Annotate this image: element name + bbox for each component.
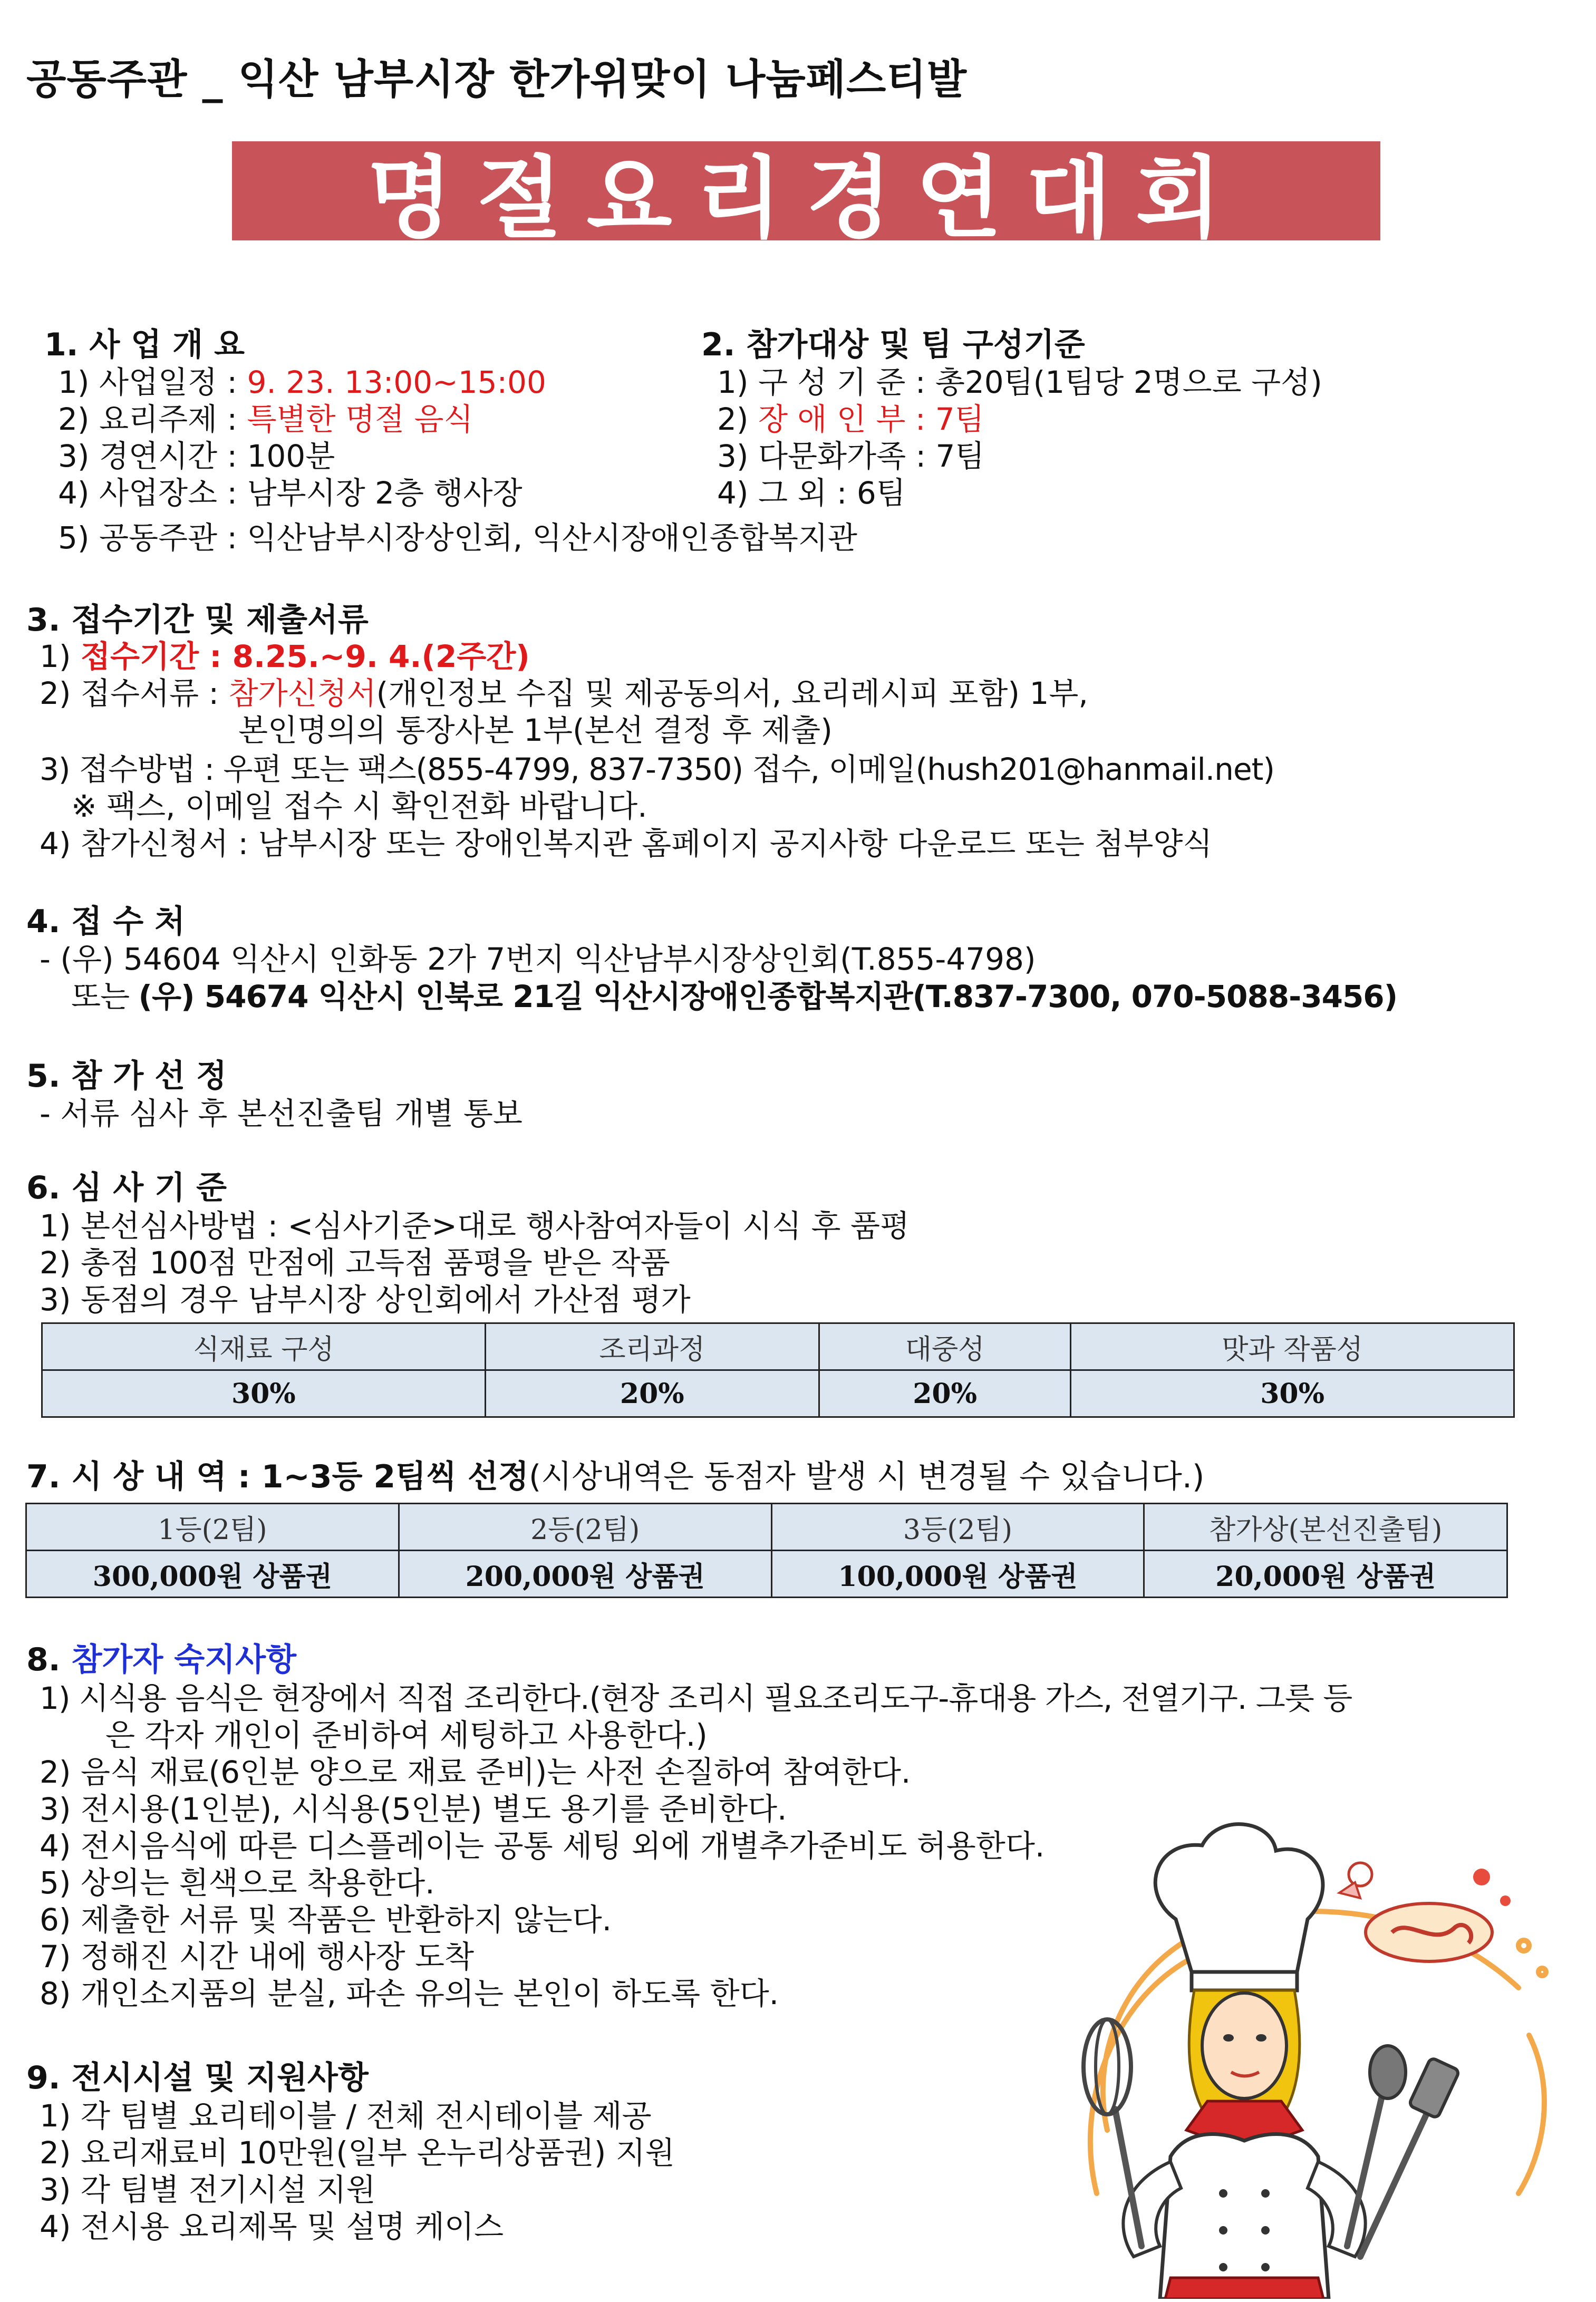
scoring-value-1: 30% [42, 1370, 486, 1417]
sec1-item-5-label: 5) 공동주관 : [58, 520, 247, 556]
section-8-heading-text: 참가자 숙지사항 [71, 1641, 297, 1678]
food-doodles [1339, 1863, 1511, 1961]
prize-value-1: 300,000원 상품권 [26, 1551, 399, 1598]
sec8-item-3: 3) 전시용(1인분), 시식용(5인분) 별도 용기를 준비한다. [40, 1791, 787, 1827]
sec8-item-5: 5) 상의는 흰색으로 착용한다. [40, 1865, 435, 1901]
sec8-item-7: 7) 정해진 시간 내에 행사장 도착 [40, 1939, 475, 1975]
section-9-heading: 9. 전시시설 및 지원사항 [26, 2059, 369, 2096]
sec8-item-6: 6) 제출한 서류 및 작품은 반환하지 않는다. [40, 1902, 612, 1938]
chef-jacket [1160, 2134, 1329, 2299]
section-8-heading-num: 8. [26, 1641, 72, 1678]
sec5-item: - 서류 심사 후 본선진출팀 개별 통보 [40, 1096, 523, 1131]
section-2-heading: 2. 참가대상 및 팀 구성기준 [701, 326, 1085, 363]
sec2-item-4 [717, 475, 906, 511]
sec3-documents-form: 참가신청서 [228, 675, 376, 711]
sec1-item-1 [58, 364, 546, 401]
sec1-item-1-value: 9. 23. 13:00~15:00 [247, 364, 546, 400]
prize-header-3: 3등(2팀) [771, 1504, 1144, 1551]
sec2-item-2-label: 2) [717, 401, 758, 437]
scoring-table-value-row [42, 1370, 1514, 1417]
prize-table [25, 1503, 1508, 1598]
sec9-item-2: 2) 요리재료비 10만원(일부 온누리상품권) 지원 [40, 2135, 675, 2171]
sec9-item-3: 3) 각 팀별 전기시설 지원 [40, 2172, 376, 2208]
sec2-item-3-value: 7팀 [935, 438, 985, 474]
section-7-heading [26, 1458, 1204, 1496]
chef-hat [1155, 1824, 1323, 1972]
sec3-method: 3) 접수방법 : 우편 또는 팩스(855-4799, 837-7350) 접수, 이메일(hush201@hanmail.net) [40, 751, 1274, 787]
section-3-heading: 3. 접수기간 및 제출서류 [26, 602, 369, 639]
scoring-header-2: 조리과정 [485, 1323, 819, 1370]
chef-face [1202, 1993, 1287, 2098]
sec3-documents [40, 675, 1088, 712]
scoring-header-3: 대중성 [819, 1323, 1070, 1370]
sec1-item-2-label: 2) 요리주제 : [58, 401, 247, 437]
sec3-method-note: ※ 팩스, 이메일 접수 시 확인전화 바랍니다. [71, 788, 647, 824]
section-7-heading-text: 7. 시 상 내 역 : 1~3등 2팀씩 선정 [26, 1458, 529, 1495]
top-title: 공동주관 _ 익산 남부시장 한가위맞이 나눔페스티발 [26, 56, 968, 103]
scoring-header-1: 식재료 구성 [42, 1323, 486, 1370]
sec2-item-1-label: 1) 구 성 기 준 : [717, 364, 935, 400]
prize-value-3: 100,000원 상품권 [771, 1551, 1144, 1598]
sec2-item-3 [717, 438, 984, 475]
sec2-item-2-value: 장 애 인 부 : 7팀 [758, 401, 984, 437]
sec3-documents-cont: 본인명의의 통장사본 1부(본선 결정 후 제출) [238, 712, 833, 748]
orange-swirl-decoration [1090, 1911, 1546, 2193]
sec2-item-1-value: 총20팀(1팀당 2명으로 구성) [935, 364, 1322, 400]
sec3-period-num: 1) [40, 639, 81, 674]
sec1-item-3-label: 3) 경연시간 : [58, 438, 247, 474]
scoring-value-2: 20% [485, 1370, 819, 1417]
sec1-item-2 [58, 401, 473, 438]
sec6-item-2: 2) 총점 100점 만점에 고득점 품평을 받은 작품 [40, 1245, 670, 1281]
sec8-item-2: 2) 음식 재료(6인분 양으로 재료 준비)는 사전 손질하여 참여한다. [40, 1754, 911, 1790]
sec2-item-4-value: 6팀 [856, 475, 906, 511]
prize-header-4: 참가상(본선진출팀) [1144, 1504, 1507, 1551]
sec2-item-3-label: 3) 다문화가족 : [717, 438, 936, 474]
sec3-period-value: 접수기간 : 8.25.~9. 4.(2주간) [80, 639, 530, 674]
chef-apron [1165, 2278, 1323, 2299]
sec8-item-4: 4) 전시음식에 따른 디스플레이는 공통 세팅 외에 개별추가준비도 허용한다. [40, 1828, 1045, 1864]
chef-illustration [1065, 1814, 1571, 2299]
sec8-item-1: 1) 시식용 음식은 현장에서 직접 조리한다.(현장 조리시 필요조리도구-휴대용 가스, 전열기구. 그릇 등 [40, 1680, 1352, 1716]
sec1-item-4-value: 남부시장 2층 행사장 [247, 475, 523, 511]
scoring-value-4: 30% [1071, 1370, 1514, 1417]
sec1-item-4-label: 4) 사업장소 : [58, 475, 247, 511]
prize-value-4: 20,000원 상품권 [1144, 1551, 1507, 1598]
prize-header-1: 1등(2팀) [26, 1504, 399, 1551]
section-7-note: (시상내역은 동점자 발생 시 변경될 수 있습니다.) [528, 1458, 1205, 1495]
prize-table-header-row [26, 1504, 1507, 1551]
section-8-heading [26, 1641, 296, 1679]
sec6-item-1: 1) 본선심사방법 : <심사기준>대로 행사참여자들이 시식 후 품평 [40, 1208, 910, 1244]
sec3-documents-rest: (개인정보 수집 및 제공동의서, 요리레시피 포함) 1부, [376, 675, 1088, 711]
section-6-heading: 6. 심 사 기 준 [26, 1169, 227, 1206]
scoring-header-4: 맛과 작품성 [1071, 1323, 1514, 1370]
sec3-documents-label: 2) 접수서류 : [40, 675, 229, 711]
sec1-item-5 [58, 519, 857, 556]
sec8-item-1-cont: 은 각자 개인이 준비하여 세팅하고 사용한다.) [105, 1717, 708, 1753]
sec1-item-3-value: 100분 [247, 438, 335, 474]
sec3-form-download: 4) 참가신청서 : 남부시장 또는 장애인복지관 홈페이지 공지사항 다운로드 또는 첨부양식 [40, 826, 1213, 862]
scoring-table-header-row [42, 1323, 1514, 1370]
sec2-item-2 [717, 401, 984, 438]
sec2-item-4-label: 4) 그 외 : [717, 475, 857, 511]
section-5-heading: 5. 참 가 선 정 [26, 1058, 227, 1095]
prize-table-value-row [26, 1551, 1507, 1598]
prize-header-2: 2등(2팀) [399, 1504, 771, 1551]
sec4-address-1: - (우) 54604 익산시 인화동 2가 7번지 익산남부시장상인회(T.855-4798) [40, 941, 1036, 977]
main-banner: 명절요리경연대회 [232, 141, 1380, 240]
sec9-item-4: 4) 전시용 요리제목 및 설명 케이스 [40, 2209, 504, 2245]
prize-value-2: 200,000원 상품권 [399, 1551, 771, 1598]
section-4-heading: 4. 접 수 처 [26, 903, 186, 940]
sec4-address-2 [71, 978, 1397, 1015]
scoring-table [41, 1322, 1515, 1418]
sec1-item-2-value: 특별한 명절 음식 [247, 401, 473, 437]
sec9-item-1: 1) 각 팀별 요리테이블 / 전체 전시테이블 제공 [40, 2098, 652, 2134]
sec4-address-2-prefix: 또는 [71, 979, 139, 1014]
scoring-value-3: 20% [819, 1370, 1070, 1417]
sec1-item-4 [58, 475, 523, 511]
sec8-item-8: 8) 개인소지품의 분실, 파손 유의는 본인이 하도록 한다. [40, 1976, 779, 2011]
sec6-item-3: 3) 동점의 경우 남부시장 상인회에서 가산점 평가 [40, 1282, 691, 1318]
sec4-address-2-bold: (우) 54674 익산시 인북로 21길 익산시장애인종합복지관(T.837-7300, 070-5088-3456) [138, 979, 1398, 1014]
sec1-item-1-label: 1) 사업일정 : [58, 364, 247, 400]
sec2-item-1 [717, 364, 1322, 401]
sec1-item-3 [58, 438, 335, 475]
sec1-item-5-value: 익산남부시장상인회, 익산시장애인종합복지관 [247, 520, 857, 556]
section-1-heading: 1. 사 업 개 요 [44, 326, 245, 363]
sec3-period [40, 638, 530, 675]
